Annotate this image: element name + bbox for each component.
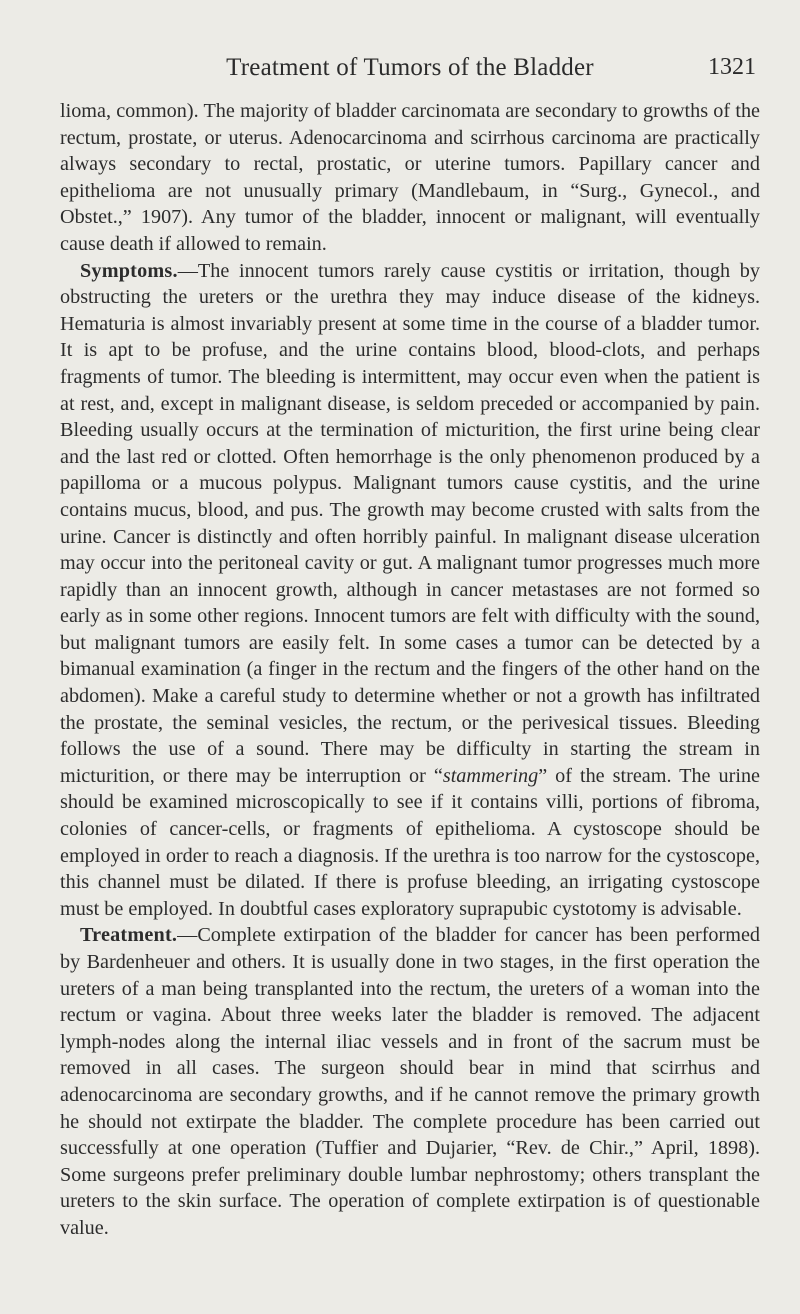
symptoms-text-a: —The innocent tumors rarely cause cystitis or irritation, though by obstructing the ureters or the urethra they may induce disease of the kidneys. Hematuria is almost invariably present at some time in the course of a bladder tumor. It is apt to be profuse, and the urine contains blood, blood-clots, and perhaps fragments of tumor. The bleeding is intermittent, may occur even when the patient is at rest, and, except in malignant disease, is seldom preceded or accompanied by pain. Bleeding usually occurs at the termination of micturition, the first urine being clear and the last red or clotted. Often hemorrhage is the only phenomenon produced by a papilloma or a mucous polypus. Malignant tumors cause cystitis, and the urine contains mucus, blood, and pus. The growth may become crusted with salts from the urine. Cancer is distinctly and often horribly painful. In malignant disease ulceration may occur into the peritoneal cavity or gut. A malignant tumor progresses much more rapidly than an innocent growth, although in cancer metastases are not formed so early as in some other regions. Innocent tumors are felt with difficulty with the sound, but malignant tumors are easily felt. In some cases a tumor can be detected by a bimanual examination (a finger in the rectum and the fingers of the other hand on the abdomen). Make a careful study to determine whether or not a growth has infiltrated the prostate, the seminal vesicles, the rectum, or the perivesical tissues. Bleeding follows the use of a sound. There may be difficulty in starting the stream in micturition, or there may be interruption or “ [60,259,760,787]
paragraph-continuation: lioma, common). The majority of bladder carcinomata are secondary to growths of the rectum, prostate, or uterus. Adenocarcinoma and scirrhous carcinoma are practically always secondary to rectal, prostatic, or uterine tumors. Papillary cancer and epithelioma are not unusually primary (Mandlebaum, in “Surg., Gynecol., and Obstet.,” 1907). Any tumor of the bladder, innocent or malignant, will eventually cause death if allowed to remain. [60,100,760,255]
page-number: 1321 [708,54,756,80]
body-text [60,98,760,1242]
running-header [60,54,760,88]
symptoms-text-b: ” of the stream. The urine should be examined microscopically to see if it contains villi, portions of fibroma, colonies of cancer-cells, or fragments of epithelioma. A cystoscope should be employed in order to reach a diagnosis. If the urethra is too narrow for the cystoscope, this channel must be dilated. If there is profuse bleeding, an irrigating cystoscope must be employed. In doubtful cases exploratory suprapubic cystotomy is advisable. [60,764,760,920]
paragraph-treatment [60,922,760,1241]
section-heading-symptoms: Symptoms. [80,259,178,282]
symptoms-italic-term: stammering [442,764,539,787]
treatment-text: —Complete extirpation of the bladder for cancer has been performed by Bardenheuer and others. It is usually done in two stages, in the first operation the ureters of a man being transplanted into the rectum, the ureters of a woman into the rectum or vagina. About three weeks later the bladder is removed. The adjacent lymph-nodes along the internal iliac vessels and in front of the sacrum must be removed in all cases. The surgeon should bear in mind that scirrhus and adenocarcinoma are secondary growths, and if he cannot remove the primary growth he should not extirpate the bladder. The complete procedure has been carried out successfully at one operation (Tuffier and Dujarier, “Rev. de Chir.,” April, 1898). Some surgeons prefer preliminary double lumbar nephrostomy; others transplant the ureters to the skin surface. The operation of complete extirpation is of questionable value. [60,924,760,1239]
running-title: Treatment of Tumors of the Bladder [226,54,594,81]
section-heading-treatment: Treatment. [80,924,178,947]
paragraph-symptoms [60,258,760,923]
